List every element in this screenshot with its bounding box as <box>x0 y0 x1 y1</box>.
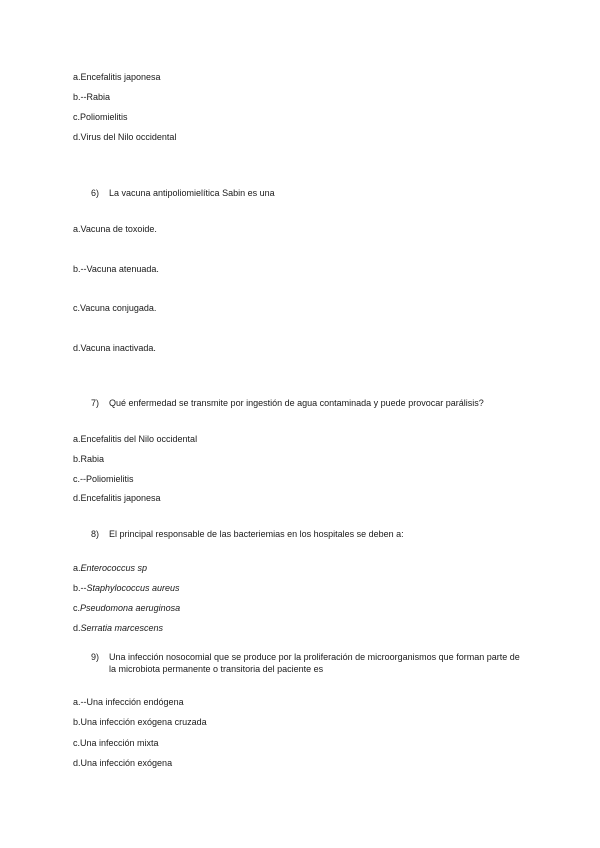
question-7-text: Qué enfermedad se transmite por ingestión de agua contaminada y puede provocar parálisis? <box>109 398 484 408</box>
option-c: c.Una infección mixta <box>73 738 159 748</box>
option-d: d.Virus del Nilo occidental <box>73 132 177 142</box>
question-9-text-line2: la microbiota permanente o transitoria del paciente es <box>109 664 324 674</box>
option-prefix: b.-- <box>73 583 87 593</box>
option-term: Pseudomona aeruginosa <box>80 603 181 613</box>
option-a: a.Encefalitis japonesa <box>73 72 161 82</box>
option-c: c.--Poliomielitis <box>73 474 134 484</box>
option-d <box>73 623 163 634</box>
option-b: b.--Rabia <box>73 92 111 102</box>
option-prefix: c. <box>73 603 81 613</box>
option-d: d.Encefalitis japonesa <box>73 493 161 503</box>
question-6-number: 6) <box>91 188 100 198</box>
option-term: Serratia marcescens <box>80 623 164 633</box>
option-a: a.--Una infección endógena <box>73 697 184 707</box>
question-8-number: 8) <box>91 529 100 539</box>
option-term: Enterococcus sp <box>80 563 148 573</box>
option-d: d.Una infección exógena <box>73 758 173 768</box>
option-prefix: a. <box>73 563 81 573</box>
question-7-number: 7) <box>91 398 100 408</box>
option-c: c.Poliomielitis <box>73 112 128 122</box>
option-c: c.Vacuna conjugada. <box>73 303 157 313</box>
option-d: d.Vacuna inactivada. <box>73 343 156 353</box>
option-a: a.Vacuna de toxoide. <box>73 224 157 234</box>
option-c <box>73 603 180 614</box>
option-b <box>73 583 180 594</box>
option-prefix: d. <box>73 623 81 633</box>
option-a: a.Encefalitis del Nilo occidental <box>73 434 198 444</box>
question-8-text: El principal responsable de las bacteriemias en los hospitales se deben a: <box>109 529 404 539</box>
option-b: b.Una infección exógena cruzada <box>73 717 207 727</box>
question-9-number: 9) <box>91 652 100 662</box>
question-9-text-line1: Una infección nosocomial que se produce por la proliferación de microorganismos que forman parte de <box>109 652 520 662</box>
question-6-text: La vacuna antipoliomielítica Sabin es una <box>109 188 275 198</box>
option-term: Staphylococcus aureus <box>86 583 180 593</box>
option-a <box>73 563 147 574</box>
option-b: b.--Vacuna atenuada. <box>73 264 159 274</box>
option-b: b.Rabia <box>73 454 105 464</box>
